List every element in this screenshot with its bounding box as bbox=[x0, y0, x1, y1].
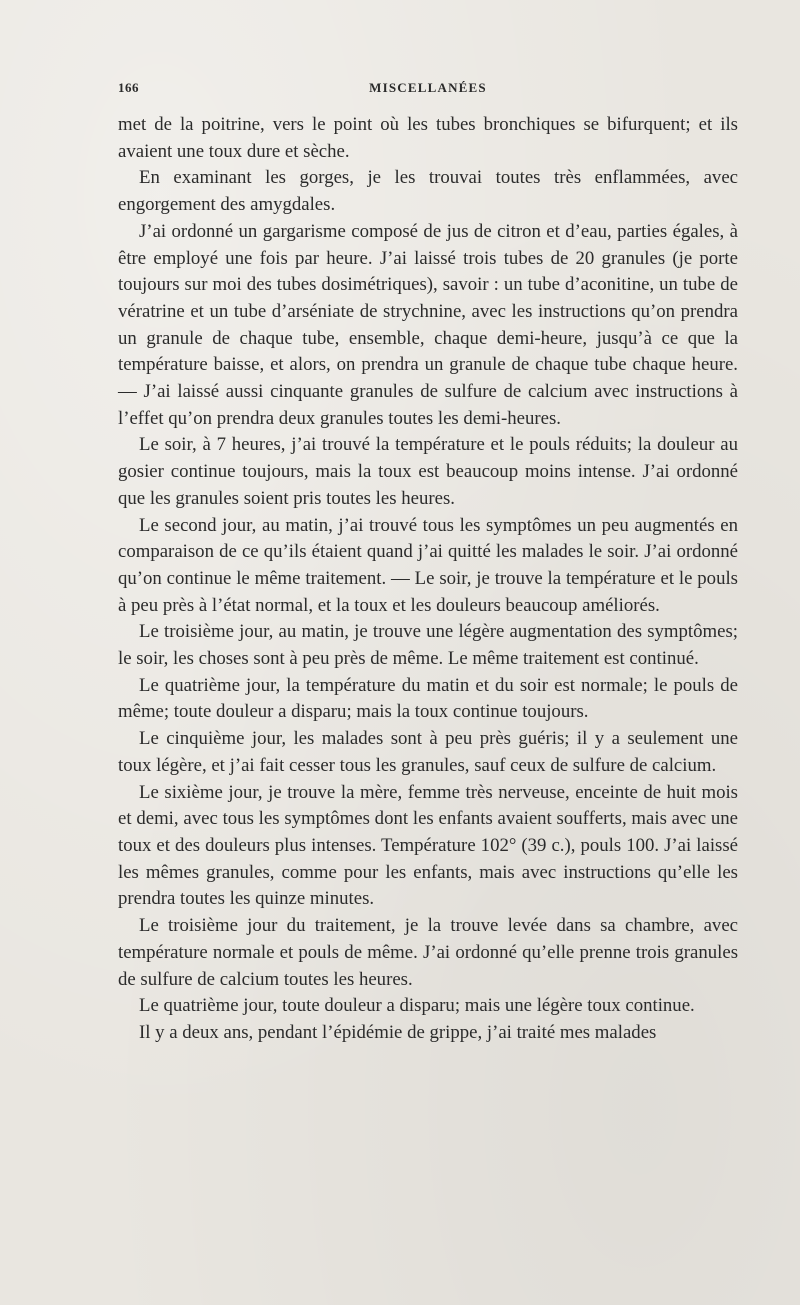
paragraph-5: Le second jour, au matin, j’ai trouvé tous les symptômes un peu augmentés en comparaison de ce qu’ils étaient quand j’ai quitté les malades le soir. J’ai ordonné qu’on continue le même traitement. — Le soir, je trouve la température et le pouls à peu près à l’état normal, et la toux et les douleurs beaucoup améliorés. bbox=[118, 514, 738, 616]
paragraph-2: En examinant les gorges, je les trouvai toutes très enflammées, avec engorgement des amygdales. bbox=[118, 167, 738, 216]
running-head bbox=[118, 80, 738, 100]
body-text bbox=[118, 112, 738, 1047]
paragraph-1: met de la poitrine, vers le point où les tubes bronchiques se bifurquent; et ils avaient une toux dure et sèche. bbox=[118, 114, 738, 162]
paragraph-4: Le soir, à 7 heures, j’ai trouvé la température et le pouls réduits; la douleur au gosier continue toujours, mais la toux est beaucoup moins intense. J’ai ordonné que les granules soient pris toutes les heures. bbox=[118, 434, 738, 509]
running-title: MISCELLANÉES bbox=[369, 80, 487, 95]
paragraph-11: Le quatrième jour, toute douleur a disparu; mais une légère toux continue. bbox=[139, 995, 695, 1017]
paragraph-8: Le cinquième jour, les malades sont à peu près guéris; il y a seulement une toux légère, et j’ai fait cesser tous les granules, sauf ceux de sulfure de calcium. bbox=[118, 728, 738, 776]
paragraph-6: Le troisième jour, au matin, je trouve une légère augmentation des symptômes; le soir, les choses sont à peu près de même. Le même traitement est continué. bbox=[118, 621, 738, 670]
page-number: 166 bbox=[118, 80, 139, 95]
paragraph-3: J’ai ordonné un gargarisme composé de jus de citron et d’eau, parties égales, à être employé une fois par heure. J’ai laissé trois tubes de 20 granules (je porte toujours sur moi des tubes dosimétriques), savoir : un tube d’aconitine, un tube de vératrine et un tube d’arséniate de strychnine, avec les instructions qu’on prendra un granule de chaque tube, ensemble, chaque demi-heure, jusqu’à ce que la température baisse, et alors, on prendra un granule de chaque tube chaque heure. — J’ai laissé aussi cinquante granules de sulfure de calcium avec instructions à l’effet qu’on prendra deux granules toutes les demi-heures. bbox=[118, 220, 738, 429]
paragraph-9: Le sixième jour, je trouve la mère, femme très nerveuse, enceinte de huit mois et demi, avec tous les symptômes dont les enfants avaient soufferts, mais avec une toux et des douleurs plus intenses. Température 102° (39 c.), pouls 100. J’ai laissé les mêmes granules, comme pour les enfants, mais avec instructions qu’elle les prendra toutes les quinze minutes. bbox=[118, 781, 738, 910]
paragraph-10: Le troisième jour du traitement, je la trouve levée dans sa chambre, avec température normale et pouls de même. J’ai ordonné qu’elle prenne trois granules de sulfure de calcium toutes les heures. bbox=[118, 915, 738, 990]
paragraph-7: Le quatrième jour, la température du matin et du soir est normale; le pouls de même; toute douleur a disparu; mais la toux continue toujours. bbox=[118, 674, 738, 723]
paragraph-12: Il y a deux ans, pendant l’épidémie de grippe, j’ai traité mes malades bbox=[139, 1021, 657, 1043]
